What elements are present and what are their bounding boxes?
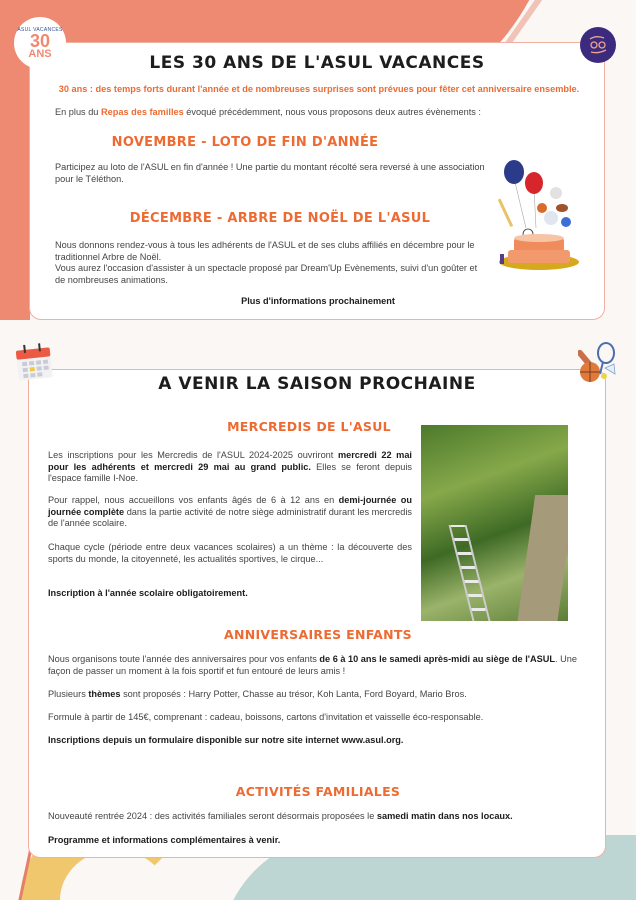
anniversaires-paragraph-1: Nous organisons toute l'année des anniversaires pour vos enfants de 6 à 10 ans le samedi après-midi au siège de l'ASUL. Une façon de passer un moment à la fois sportif et fun entouré de leurs amis ! (48, 654, 577, 676)
heading-familiales: ACTIVITÉS FAMILIALES (235, 784, 401, 799)
birthday-cake-illustration (496, 158, 582, 274)
event-text-noel-1: Nous donnons rendez-vous à tous les adhérents de l'ASUL et de ses clubs affiliés en décembre pour le traditionnel Arbre de Noël. (55, 240, 475, 262)
footer-note: Plus d'informations prochainement (241, 296, 395, 306)
intro-text: En plus du Repas des familles évoqué précédemment, nous vous proposons deux autres évènements : (55, 107, 481, 117)
familiales-paragraph-2: Programme et informations complémentaires à venir. (48, 835, 281, 845)
intro-highlight: 30 ans : des temps forts durant l'année et de nombreuses surprises sont prévues pour fêter cet anniversaire ensemble. (58, 84, 580, 94)
familiales-paragraph-1: Nouveauté rentrée 2024 : des activités familiales seront désormais proposées le samedi matin dans nos locaux. (48, 811, 513, 821)
anniversaires-paragraph-2: Plusieurs thèmes sont proposés : Harry Potter, Chasse au trésor, Koh Lanta, Ford Boyard, Mario Bros. (48, 689, 467, 699)
mercredis-paragraph-3: Chaque cycle (période entre deux vacances scolaires) a un thème : la découverte des sports du monde, la citoyenneté, les actualités sportives, le cirque... (48, 542, 412, 564)
anniversaires-paragraph-4: Inscriptions depuis un formulaire disponible sur notre site internet www.asul.org. (48, 735, 404, 745)
event-text-loto: Participez au loto de l'ASUL en fin d'année ! Une partie du montant récolté sera reversé à une association pour le Téléthon. (55, 162, 485, 184)
heading-anniversaires: ANNIVERSAIRES ENFANTS (223, 627, 412, 642)
section-title: A VENIR LA SAISON PROCHAINE (158, 374, 476, 394)
heading-mercredis: MERCREDIS DE L'ASUL (227, 419, 391, 434)
background-left-strip (0, 40, 30, 320)
asul-30-ans-logo: ASUL VACANCES 30 ANS (14, 17, 66, 69)
hands-gears-icon (580, 27, 616, 63)
sports-equipment-icon (578, 342, 618, 384)
forest-rope-course-photo (421, 425, 568, 621)
event-text-noel-2: Vous aurez l'occasion d'assister à un spectacle proposé par Dream'Up Evènements, suivi d'un goûter et de nombreuses animations. (55, 263, 478, 285)
event-heading-noel: DÉCEMBRE - ARBRE DE NOËL DE L'ASUL (129, 211, 431, 226)
calendar-icon (14, 343, 54, 381)
mercredis-paragraph-2: Pour rappel, nous accueillons vos enfants âgés de 6 à 12 ans en demi-journée ou journée complète dans la partie activité de notre siège administratif durant les mercredis de l'année scolaire. (48, 495, 412, 529)
repas-des-familles-link: Repas des familles (100, 107, 184, 117)
mercredis-paragraph-4: Inscription à l'année scolaire obligatoirement. (48, 588, 248, 598)
mercredis-paragraph-1: Les inscriptions pour les Mercredis de l'ASUL 2024-2025 ouvriront mercredi 22 mai pour les adhérents et mercredi 29 mai au grand public. Elles se feront depuis l'espace famille I-Noe. (48, 450, 412, 484)
anniversaires-paragraph-3: Formule à partir de 145€, comprenant : cadeau, boissons, cartons d'invitation et vaisselle éco-responsable. (48, 712, 484, 722)
event-heading-loto: NOVEMBRE - LOTO DE FIN D'ANNÉE (111, 135, 379, 150)
section-title: LES 30 ANS DE L'ASUL VACANCES (149, 53, 485, 73)
